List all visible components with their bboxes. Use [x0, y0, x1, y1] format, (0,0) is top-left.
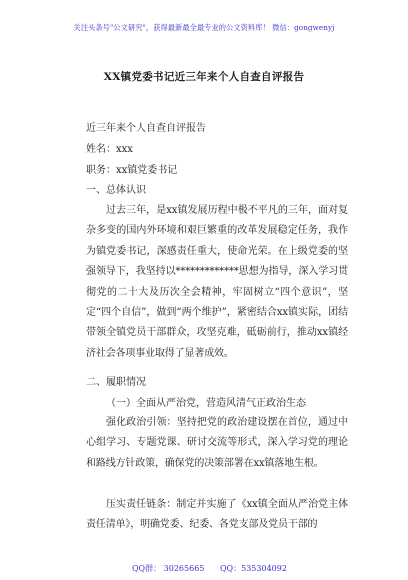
- name-field: 姓名：xxx: [86, 144, 133, 155]
- section-2-subheading: （一）全面从严治党，营造风清气正政治生态: [106, 398, 306, 409]
- footer-qq-number: QQ：535304092: [220, 564, 287, 573]
- report-subheading: 近三年来个人自查自评报告: [86, 123, 206, 134]
- section-2-paragraph-1: 强化政治引领：坚持把党的政治建设摆在首位，通过中心组学习、专题党课、研讨交流等形式，深入学习党的理论和路线方针政策，确保党的决策部署在xx镇落地生根。: [86, 417, 348, 469]
- footer-qq-group: QQ群： 30265665: [132, 564, 205, 573]
- section-2-heading: 二、履职情况: [86, 377, 146, 388]
- document-title: XX镇党委书记近三年来个人自查自评报告: [103, 71, 305, 83]
- header-promo-note: 关注头条号"公文研究"，获得最新最全最专业的公文资料库！ 微信：gongwenyj: [73, 23, 335, 32]
- section-1-paragraph: 过去三年，是xx镇发展历程中极不平凡的三年，面对复杂多变的国内外环境和艰巨繁重的改革发展稳定任务，我作为镇党委书记，深感责任重大，使命光荣。在上级党委的坚强领导下，我坚持以*************思想为指导，深入学习贯彻党的二十大及历次全会精神，牢固树立“四个意识”，坚定“四个自信”，做到“两个维护”，紧密结合xx镇实际，团结带领全镇党员干部群众，攻坚克难，砥砺前行，推动xx镇经济社会各项事业取得了显著成效。: [86, 205, 348, 359]
- section-1-heading: 一、总体认识: [86, 185, 146, 196]
- section-2-paragraph-2: 压实责任链条：制定并实施了《xx镇全面从严治党主体责任清单》，明确党委、纪委、各党支部及党员干部的: [86, 499, 348, 531]
- position-field: 职务：xx镇党委书记: [86, 165, 178, 176]
